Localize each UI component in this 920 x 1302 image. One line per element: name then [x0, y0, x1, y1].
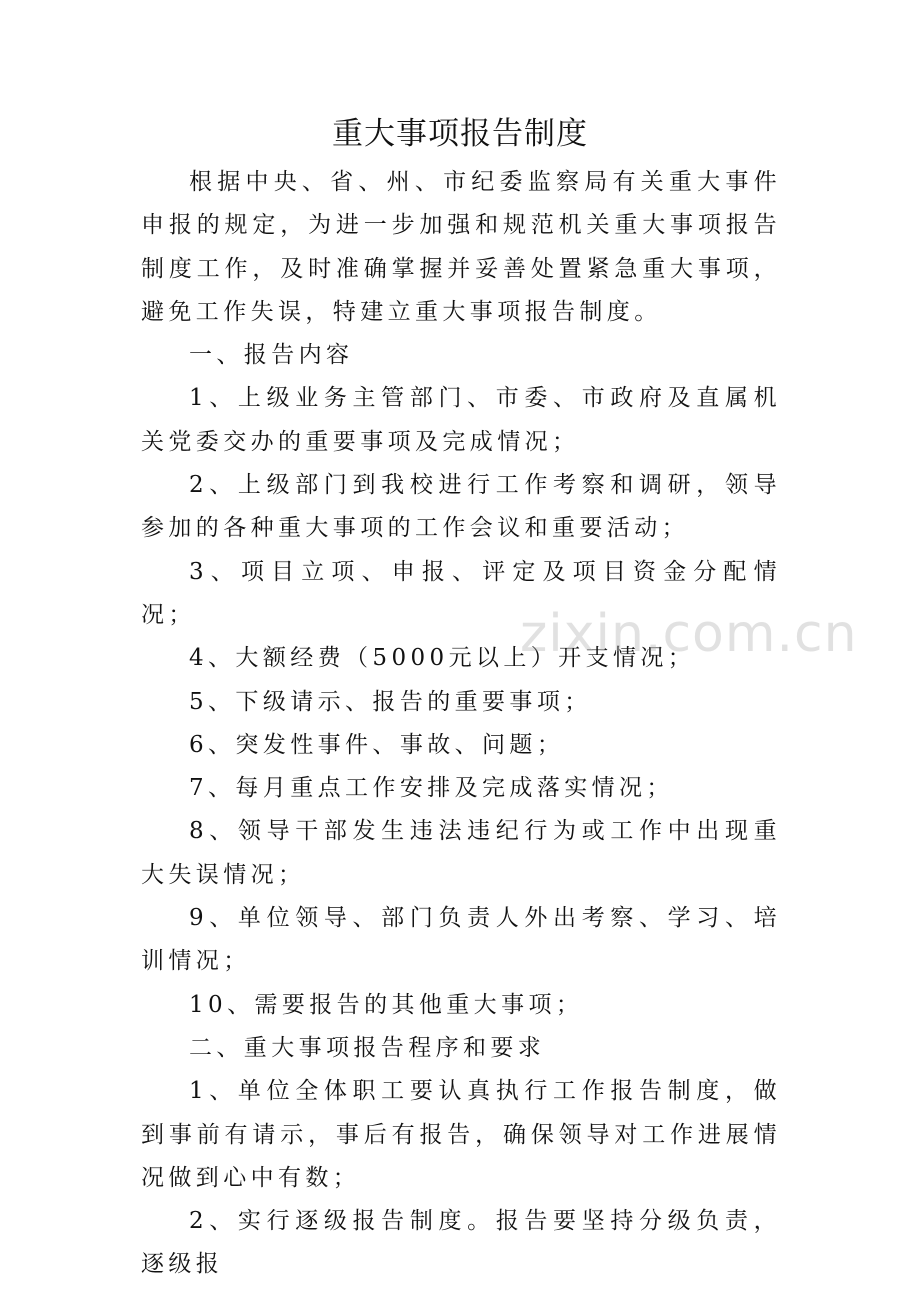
- document-title: 重大事项报告制度: [332, 116, 588, 152]
- list-item: 2、实行逐级报告制度。报告要坚持分级负责，逐级报: [141, 1208, 781, 1278]
- section-heading-procedure: 二、重大事项报告程序和要求: [189, 1034, 546, 1061]
- section-heading-report-content: 一、报告内容: [189, 342, 354, 369]
- list-item: 1、上级业务主管部门、市委、市政府及直属机关党委交办的重要事项及完成情况；: [141, 385, 781, 455]
- document-body: [141, 161, 781, 1287]
- list-item: 5、下级请示、报告的重要事项；: [189, 688, 592, 715]
- list-item: 4、大额经费（5000元以上）开支情况；: [189, 645, 696, 672]
- list-item: 2、上级部门到我校进行工作考察和调研，领导参加的各种重大事项的工作会议和重要活动；: [141, 472, 781, 542]
- list-item: 7、每月重点工作安排及完成落实情况；: [189, 775, 674, 802]
- list-item: 3、项目立项、申报、评定及项目资金分配情况；: [141, 558, 781, 628]
- watermark: zixin.com.cn: [520, 604, 858, 664]
- list-item: 6、突发性事件、事故、问题；: [189, 731, 565, 758]
- list-item: 9、单位领导、部门负责人外出考察、学习、培训情况；: [141, 905, 781, 975]
- list-item: 8、领导干部发生违法违纪行为或工作中出现重大失误情况；: [141, 818, 781, 888]
- list-item: 1、单位全体职工要认真执行工作报告制度，做到事前有请示，事后有报告，确保领导对工作进展情况做到心中有数；: [141, 1078, 781, 1191]
- list-item: 10、需要报告的其他重大事项；: [189, 991, 584, 1018]
- intro-paragraph: 根据中央、省、州、市纪委监察局有关重大事件申报的规定，为进一步加强和规范机关重大事项报告制度工作，及时准确掌握并妥善处置紧急重大事项，避免工作失误，特建立重大事项报告制度。: [141, 169, 781, 325]
